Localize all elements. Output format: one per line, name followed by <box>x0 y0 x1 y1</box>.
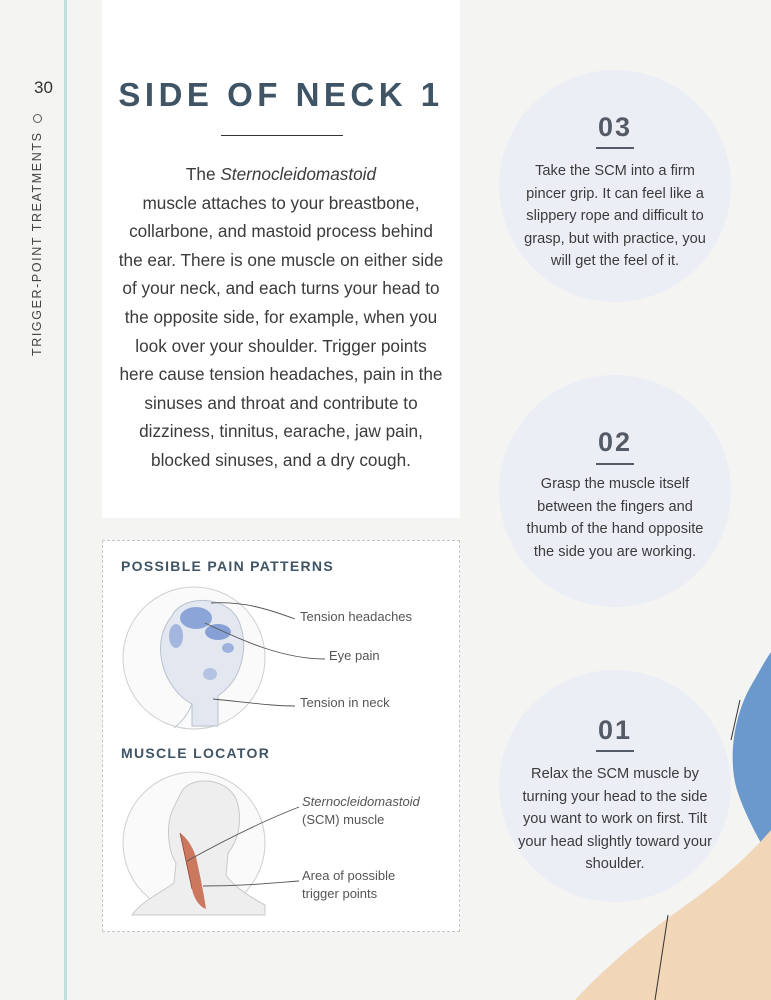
step-01-text: Relax the SCM muscle by turning your head to the side you want to work on first. Tilt your head slightly toward your shoulder. <box>518 766 712 872</box>
step-01-number: 01 <box>597 715 633 745</box>
callout-tension-in-neck: Tension in neck <box>300 695 390 710</box>
step-02-number: 02 <box>597 427 633 457</box>
page-title: SIDE OF NECK 1 <box>118 76 444 113</box>
step-01-divider <box>596 750 634 752</box>
diagram-card <box>102 540 460 932</box>
locator-leader-lines <box>103 541 461 933</box>
pain-patterns-heading: POSSIBLE PAIN PATTERNS <box>121 558 334 574</box>
callout-tension-headaches: Tension headaches <box>300 609 413 624</box>
muscle-locator-heading: MUSCLE LOCATOR <box>121 745 271 761</box>
callout-muscle-abbrev: (SCM) muscle <box>302 812 385 827</box>
main-card <box>102 0 460 518</box>
intro-lead: The <box>185 164 221 184</box>
callout-area-line-2: trigger points <box>302 886 378 901</box>
muscle-name: Sternocleidomastoid <box>220 164 377 184</box>
running-head <box>30 114 44 356</box>
intro-rest: muscle attaches to your breastbone, collarbone, and mastoid process behind the ear. There is one muscle on either side of your neck, and each turns your head to the opposite side, for example, when you look over your shoulder. Trigger points here cause tension headaches, pain in the sinuses and throat and contribute to dizziness, tinnitus, earache, jaw pain, blocked sinuses, and a dry cough. <box>118 192 444 470</box>
step-03-number: 03 <box>597 112 633 142</box>
title-divider <box>221 135 343 136</box>
callout-muscle-name: Sternocleidomastoid <box>302 794 420 809</box>
margin-rule <box>64 0 67 1000</box>
callout-eye-pain: Eye pain <box>329 648 380 663</box>
page-number: 30 <box>34 78 53 97</box>
step-03-divider <box>596 147 634 149</box>
callout-area-line-1: Area of possible <box>302 868 396 883</box>
circle-icon <box>33 114 42 123</box>
step-02-text: Grasp the muscle itself between the fingers and thumb of the hand opposite the side you are working. <box>526 476 704 560</box>
step-02-divider <box>596 463 634 465</box>
step-03-text: Take the SCM into a firm pincer grip. It can feel like a slippery rope and difficult to grasp, but with practice, you will get the feel of it. <box>524 163 706 269</box>
running-head-text: TRIGGER-POINT TREATMENTS <box>30 131 44 356</box>
intro-paragraph <box>116 160 446 475</box>
